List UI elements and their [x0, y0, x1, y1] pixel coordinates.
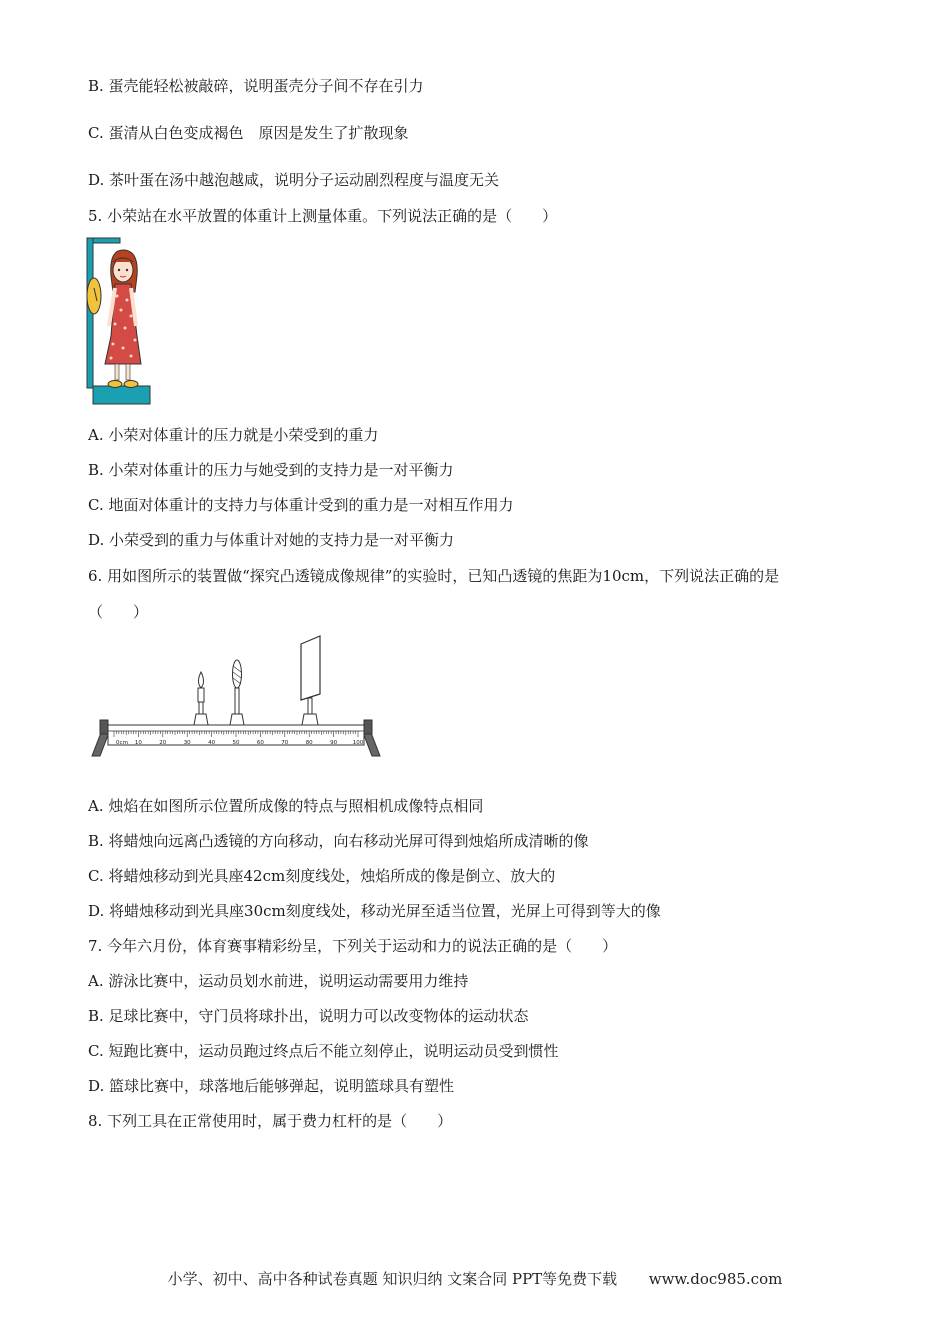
- q6-option-b: B. 将蜡烛向远离凸透镜的方向移动，向右移动光屏可得到烛焰所成清晰的像: [88, 832, 589, 850]
- q4-option-c: C. 蛋清从白色变成褐色 原因是发生了扩散现象: [88, 124, 409, 142]
- convex-lens: [230, 660, 244, 725]
- optical-bench-illustration: [88, 632, 388, 762]
- q7-option-d: D. 篮球比赛中，球落地后能够弹起，说明篮球具有塑性: [88, 1077, 455, 1095]
- bench-tick-label: 10: [134, 740, 142, 746]
- scale-dial: [87, 278, 101, 314]
- scale-base: [93, 386, 150, 404]
- bench-tick-label: 90: [330, 740, 338, 746]
- candle: [194, 672, 208, 725]
- q5-option-a: A. 小荣对体重计的压力就是小荣受到的重力: [88, 426, 379, 444]
- q5-stem: 5. 小荣站在水平放置的体重计上测量体重。下列说法正确的是（ ）: [88, 207, 558, 225]
- q7-option-a: A. 游泳比赛中，运动员划水前进，说明运动需要用力维持: [88, 972, 469, 990]
- q6-stem: 6. 用如图所示的装置做“探究凸透镜成像规律”的实验时，已知凸透镜的焦距为10cm，下列说法正确的是: [88, 567, 780, 585]
- bench-tick-label: 60: [256, 740, 264, 746]
- girl-on-scale-illustration: [85, 236, 155, 408]
- q5-option-d: D. 小荣受到的重力与体重计对她的支持力是一对平衡力: [88, 531, 455, 549]
- q8-stem: 8. 下列工具在正常使用时，属于费力杠杆的是（ ）: [88, 1112, 453, 1130]
- q5-option-b: B. 小荣对体重计的压力与她受到的支持力是一对平衡力: [88, 461, 454, 479]
- q4-option-d: D. 茶叶蛋在汤中越泡越咸，说明分子运动剧烈程度与温度无关: [88, 171, 500, 189]
- bench-tick-label: 70: [281, 740, 289, 746]
- q5-option-c: C. 地面对体重计的支持力与体重计受到的重力是一对相互作用力: [88, 496, 514, 514]
- candle-flame: [199, 672, 204, 688]
- q7-option-b: B. 足球比赛中，守门员将球扑出，说明力可以改变物体的运动状态: [88, 1007, 529, 1025]
- bench-tick-label: 20: [159, 740, 167, 746]
- bench-tick-label: 30: [183, 740, 191, 746]
- bench-tick-label: 40: [208, 740, 216, 746]
- page-footer: [0, 1268, 950, 1289]
- q4-option-b: B. 蛋壳能轻松被敲碎，说明蛋壳分子间不存在引力: [88, 77, 424, 95]
- footer-text: 小学、初中、高中各种试卷真题 知识归纳 文案合同 PPT等免费下载: [167, 1270, 618, 1288]
- q6-option-d: D. 将蜡烛移动到光具座30cm刻度线处，移动光屏至适当位置，光屏上可得到等大的像: [88, 902, 661, 920]
- q7-stem: 7. 今年六月份，体育赛事精彩纷呈，下列关于运动和力的说法正确的是（ ）: [88, 937, 618, 955]
- bench-tick-label: 0cm: [116, 740, 128, 746]
- bench-tick-label: 80: [305, 740, 313, 746]
- bench-tick-label: 50: [232, 740, 240, 746]
- light-screen: [301, 636, 320, 725]
- q7-option-c: C. 短跑比赛中，运动员跑过终点后不能立刻停止，说明运动员受到惯性: [88, 1042, 559, 1060]
- bench-tick-label: 100: [352, 740, 364, 746]
- footer-link[interactable]: www.doc985.com: [648, 1270, 783, 1288]
- q6-option-a: A. 烛焰在如图所示位置所成像的特点与照相机成像特点相同: [88, 797, 484, 815]
- q6-option-c: C. 将蜡烛移动到光具座42cm刻度线处，烛焰所成的像是倒立、放大的: [88, 867, 556, 885]
- q6-stem-paren: （ ）: [88, 603, 149, 621]
